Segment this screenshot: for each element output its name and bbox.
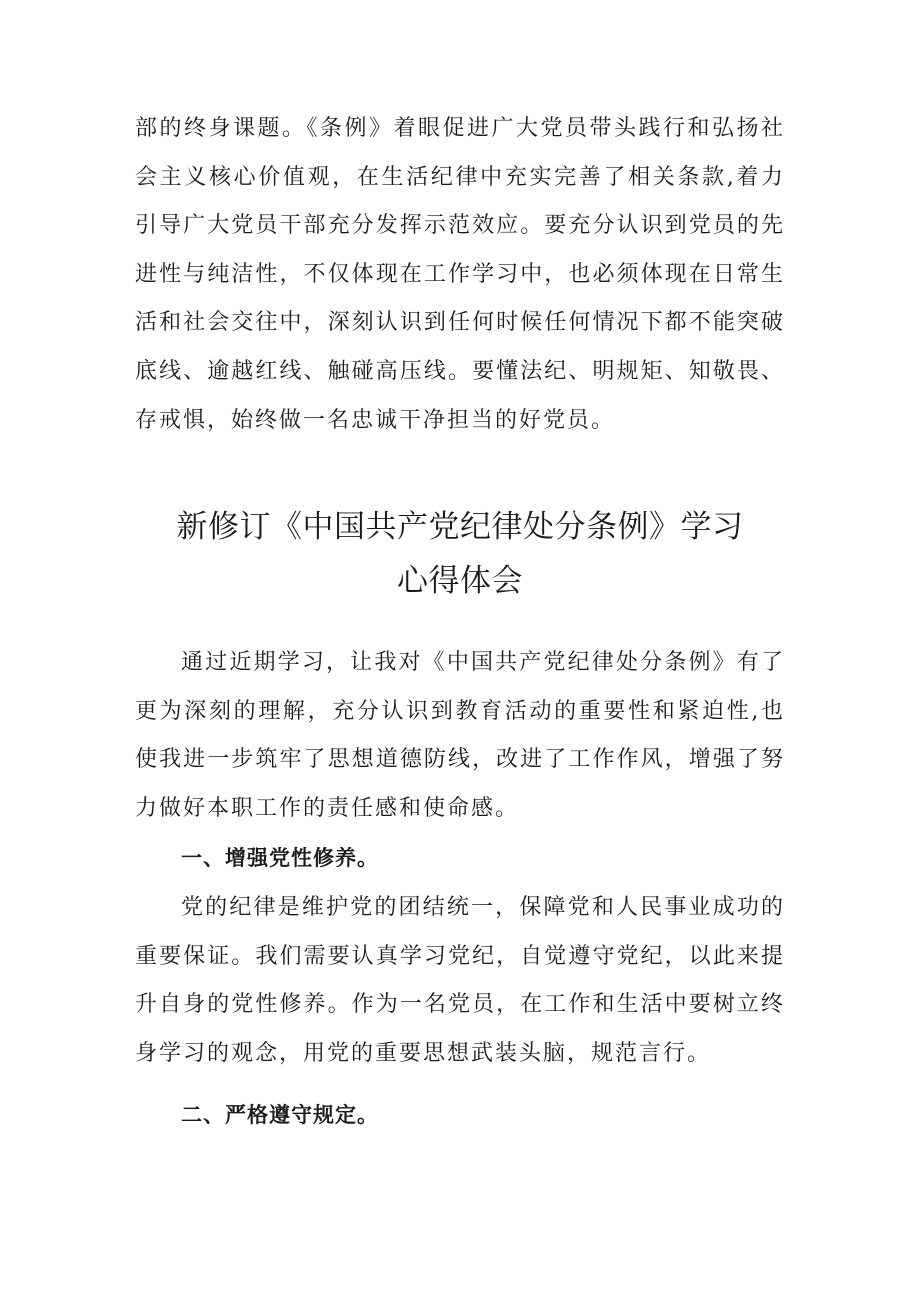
continued-paragraph: 部的终身课题。《条例》着眼促进广大党员带头践行和弘扬社会主义核心价值观，在生活纪律中充实完善了相关条款,着力引导广大党员干部充分发挥示范效应。要充分认识到党员的先进性与纯洁性，不仅体现在工作学习中，也必须体现在日常生活和社会交往中，深刻认识到任何时候任何情况下都不能突破底线、逾越红线、触碰高压线。要懂法纪、明规矩、知敬畏、存戒惧，始终做一名忠诚干净担当的好党员。 (135, 116, 785, 433)
intro-paragraph: 通过近期学习，让我对《中国共产党纪律处分条例》有了更为深刻的理解，充分认识到教育活动的重要性和紧迫性,也使我进一步筑牢了思想道德防线，改进了工作作风，增强了努力做好本职工作的责任感和使命感。 (135, 650, 785, 821)
section-2-heading: 二、严格遵守规定。 (181, 1103, 379, 1127)
title-line-2: 心得体会 (397, 563, 523, 599)
title-line-1: 新修订《中国共产党纪律处分条例》学习 (176, 509, 744, 545)
document-title (100, 500, 820, 608)
section-1-paragraph: 党的纪律是维护党的团结统一，保障党和人民事业成功的重要保证。我们需要认真学习党纪，自觉遵守党纪，以此来提升自身的党性修养。作为一名党员，在工作和生活中要树立终身学习的观念，用党的重要思想武装头脑，规范言行。 (135, 895, 785, 1066)
section-1-heading: 一、增强党性修养。 (181, 846, 379, 870)
